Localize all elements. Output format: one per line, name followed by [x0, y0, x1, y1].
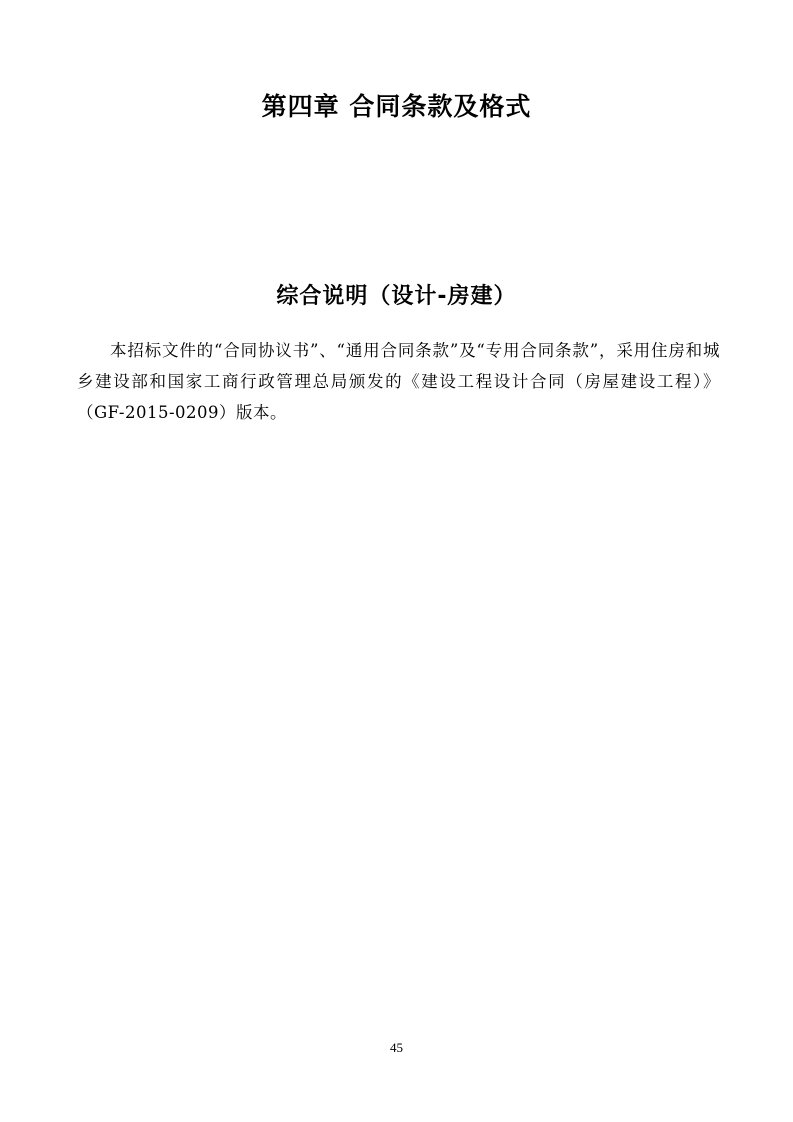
page-number: 45: [390, 1040, 403, 1055]
section-title: 综合说明（设计-房建）: [276, 283, 517, 309]
chapter-title: 第四章 合同条款及格式: [261, 92, 532, 121]
body-paragraph: 本招标文件的“合同协议书”、“通用合同条款”及“专用合同条款”，采用住房和城乡建设部和国家工商行政管理总局颁发的《建设工程设计合同（房屋建设工程）》（GF-2015-0209）版本。: [77, 340, 720, 422]
